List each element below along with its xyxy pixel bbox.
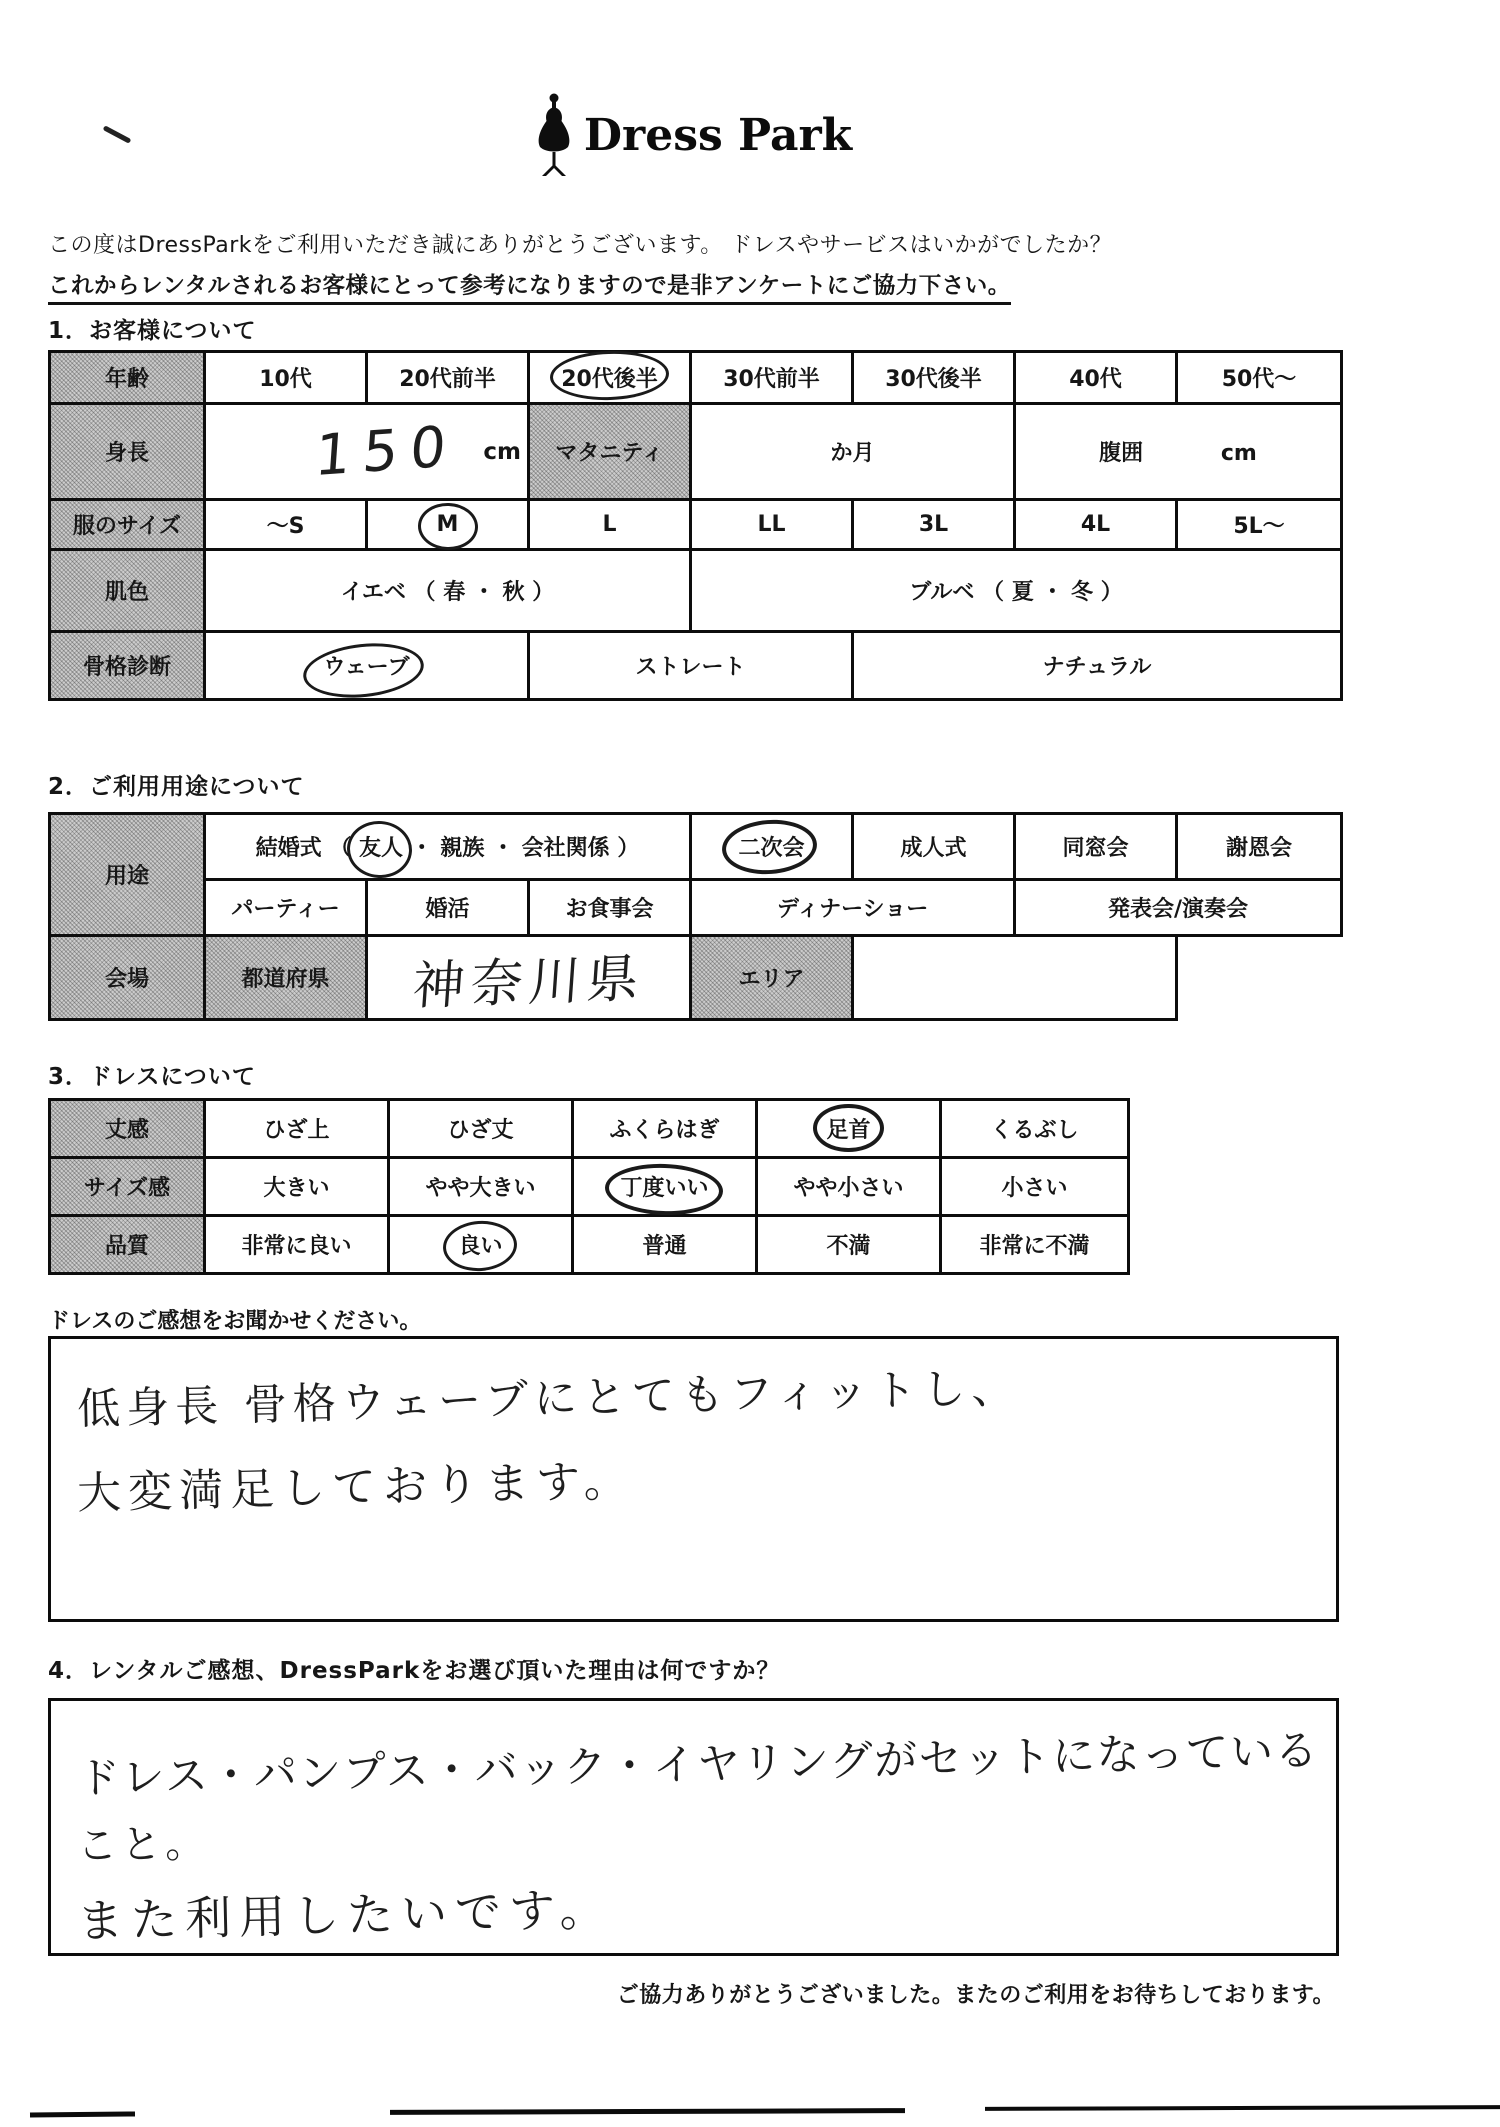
frame-row-header: 骨格診断 [50,632,205,700]
quality-option-label: 普通 [642,1234,687,1259]
size-option-label: L [602,512,617,537]
fit-option [757,1158,941,1216]
area-label: エリア [738,967,805,992]
age-option-label: 20代前半 [399,367,496,392]
fit-option [205,1158,389,1216]
section4-heading: 4．レンタルご感想、DressParkをお選び頂いた理由は何ですか？ [48,1658,781,1684]
fit-option-selected [573,1158,757,1216]
length-row-header: 丈感 [50,1100,205,1158]
footer-thanks: ご協力ありがとうございました。またのご利用をお待ちしております。 [616,1983,1335,2008]
length-option-label: ひざ丈 [447,1118,514,1143]
age-option [1177,352,1342,404]
skin-row-header: 肌色 [50,550,205,632]
height-row [50,404,1342,500]
waist-unit: cm [1220,441,1257,466]
maternity-label-cell [529,404,691,500]
fit-option [941,1158,1129,1216]
maternity-label: マタニティ [555,441,664,466]
size-option [205,500,367,550]
frame-row [50,632,1342,700]
usage-option-label: パーティー [231,897,340,922]
length-option [941,1100,1129,1158]
scan-artifact-line [30,2111,135,2117]
skin-option-yellow [205,550,691,632]
feedback-prompt: ドレスのご感想をお聞かせください。 [48,1309,422,1334]
fit-row-header: サイズ感 [50,1158,205,1216]
length-option-label: ふくらはぎ [609,1118,720,1143]
age-option-selected [529,352,691,404]
height-row-header: 身長 [50,404,205,500]
age-row [50,352,1342,404]
dress-table [48,1098,1130,1275]
size-option [853,500,1015,550]
length-option [573,1100,757,1158]
height-value-cell [205,404,529,500]
waist-label: 腹囲 [1099,441,1144,466]
fit-option [389,1158,573,1216]
rental-reason-box [48,1698,1339,1956]
intro-line-2: これからレンタルされるお客様にとって参考になりますので是非アンケートにご協力下さい。 [48,268,1011,305]
age-option-label: 50代～ [1221,367,1297,392]
size-option [529,500,691,550]
quality-row-header: 品質 [50,1216,205,1274]
reason-handwritten-line: ドレス・パンプス・バック・イヤリングがセットになっている [76,1725,1320,1805]
feedback-handwritten-line: 低身長 骨格ウェーブにとてもフィットし、 [76,1363,1021,1435]
fit-option-label: 大きい [263,1176,330,1201]
reason-handwritten-line: また利用したいです。 [76,1881,614,1949]
age-option [691,352,853,404]
intro-block [48,228,1458,305]
empty-cell [1177,936,1342,1020]
quality-option-selected [389,1216,573,1274]
selection-circle: 良い [458,1229,502,1260]
skin-option-label: イエベ （ 春 ・ 秋 ） [340,580,555,605]
quality-row [50,1216,1129,1274]
prefecture-label: 都道府県 [241,967,330,992]
usage-option-label: お食事会 [565,897,654,922]
usage-row-2 [50,880,1342,936]
frame-option-selected [205,632,529,700]
prefecture-label-cell [205,936,367,1020]
usage-option [205,880,367,936]
feedback-handwritten-line: 大変満足しております。 [76,1455,636,1520]
quality-option-label: 不満 [826,1234,871,1259]
reason-handwritten-line: こと。 [76,1820,210,1870]
skin-option-label: ブルベ （ 夏 ・ 冬 ） [909,580,1123,605]
selection-circle: 友人 [359,831,403,862]
usage-option [529,880,691,936]
usage-option-label: ディナーショー [776,897,929,922]
age-option [1015,352,1177,404]
age-row-header: 年齢 [50,352,205,404]
age-option-label: 10代 [259,367,312,392]
size-row [50,500,1342,550]
dress-feedback-box [48,1336,1339,1622]
skin-row [50,550,1342,632]
usage-option [1015,880,1342,936]
area-label-cell [691,936,853,1020]
customer-table [48,350,1343,701]
fit-row [50,1158,1129,1216]
selection-circle: 丁度いい [620,1171,708,1202]
dress-form-icon [532,92,576,178]
wedding-prefix: 結婚式 （ [255,836,352,861]
usage-option [1015,814,1177,880]
age-option [853,352,1015,404]
usage-option-label: 婚活 [425,897,470,922]
intro-line-1: この度はDressParkをご利用いただき誠にありがとうございます。 ドレスやサービスはいかがでしたか？ [48,233,1113,258]
selection-circle: M [436,512,459,537]
age-option-label: 30代後半 [885,367,982,392]
length-option-selected [757,1100,941,1158]
usage-option-label: 謝恩会 [1226,836,1293,861]
waist-cell [1015,404,1342,500]
fit-option-label: 小さい [1001,1176,1068,1201]
size-option-label: 3L [918,512,949,537]
usage-option-selected [691,814,853,880]
length-option-label: ひざ上 [263,1118,330,1143]
size-option [1015,500,1177,550]
quality-option [573,1216,757,1274]
size-option-selected [367,500,529,550]
skin-option-blue [691,550,1342,632]
usage-option [691,880,1015,936]
quality-option [941,1216,1129,1274]
usage-option [853,814,1015,880]
section2-heading: 2．ご利用用途について [48,774,305,800]
fit-option-label: やや大きい [425,1176,536,1201]
months-label: か月 [830,441,875,466]
size-option [1177,500,1342,550]
usage-option [1177,814,1342,880]
fit-option-label: やや小さい [793,1176,904,1201]
size-option-label: 4L [1080,512,1111,537]
age-option [205,352,367,404]
usage-option [367,880,529,936]
frame-option-label: ナチュラル [1042,655,1152,680]
scan-artifact-line [985,2105,1500,2111]
length-option-label: くるぶし [990,1118,1079,1143]
usage-row-1 [50,814,1342,880]
maternity-months-cell [691,404,1015,500]
section3-heading: 3．ドレスについて [48,1064,256,1090]
size-option-label: ～S [266,514,305,539]
wedding-suffix: ・ 親族 ・ 会社関係 ） [410,836,640,861]
length-option [389,1100,573,1158]
quality-option [757,1216,941,1274]
usage-option-label: 発表会/演奏会 [1108,897,1249,922]
area-value-cell [853,936,1177,1020]
size-row-header: 服のサイズ [50,500,205,550]
age-option [367,352,529,404]
length-row [50,1100,1129,1158]
size-option-label: 5L～ [1233,514,1285,539]
height-handwritten-value: 150 [313,413,461,490]
prefecture-handwritten-value: 神奈川県 [410,948,647,1018]
frame-option [853,632,1342,700]
quality-option-label: 非常に良い [241,1234,352,1259]
age-option-label: 40代 [1069,367,1122,392]
scan-artifact-line [390,2108,905,2115]
selection-circle: ウェーブ [323,650,409,681]
selection-circle: 20代後半 [561,362,658,393]
length-option [205,1100,389,1158]
usage-option-label: 同窓会 [1062,836,1129,861]
usage-table [48,812,1343,1021]
size-option-label: LL [757,512,786,537]
usage-option-label: 成人式 [900,836,967,861]
section1-heading: 1．お客様について [48,318,257,344]
quality-option [205,1216,389,1274]
frame-option-label: ストレート [635,655,746,680]
usage-row-header: 用途 [50,814,205,936]
age-option-label: 30代前半 [723,367,820,392]
frame-option [529,632,853,700]
brand-name: Dress Park [583,109,853,161]
prefecture-value-cell [367,936,691,1020]
venue-row [50,936,1342,1020]
brand-logo [0,92,1442,178]
quality-option-label: 非常に不満 [979,1234,1090,1259]
size-option [691,500,853,550]
height-unit: cm [483,439,521,465]
selection-circle: 二次会 [739,831,805,862]
selection-circle: 足首 [826,1113,870,1144]
usage-wedding-cell [205,814,691,880]
venue-row-header: 会場 [50,936,205,1020]
